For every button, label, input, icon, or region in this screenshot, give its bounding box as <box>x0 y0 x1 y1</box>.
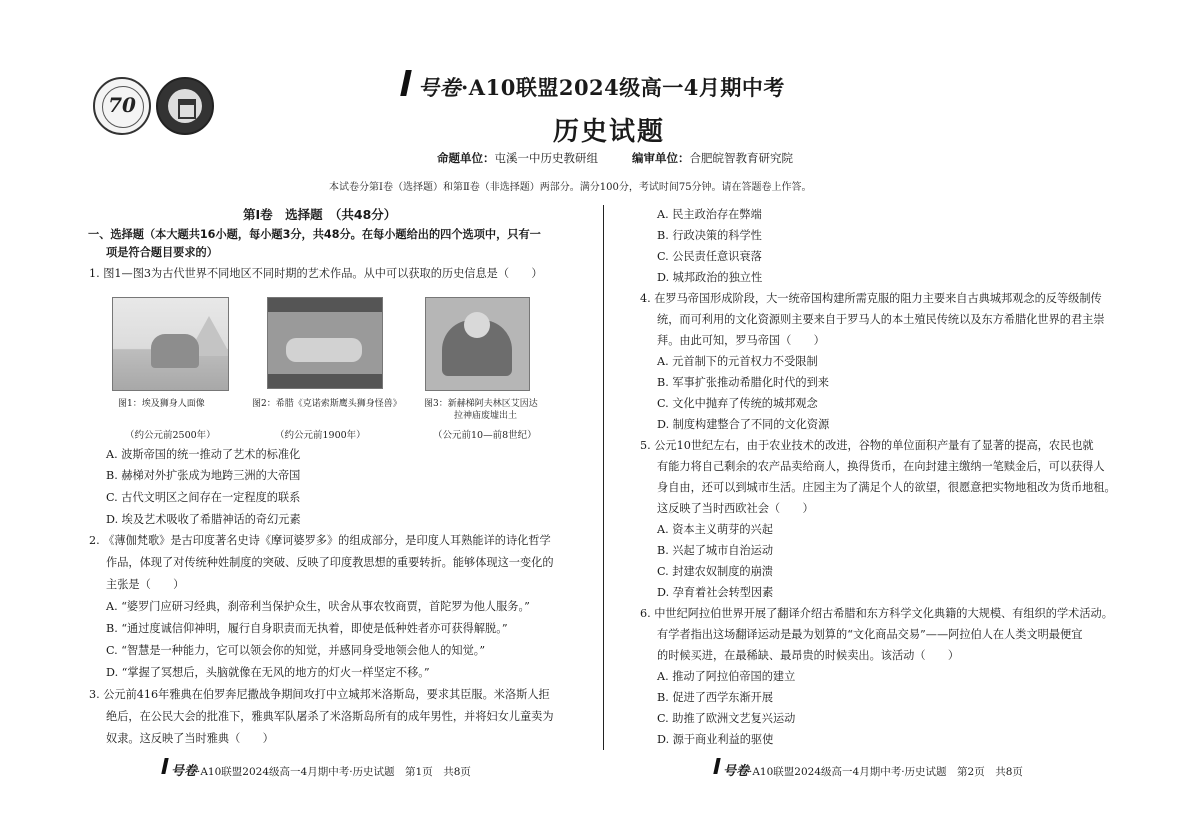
wanzhi-education-seal <box>156 77 214 135</box>
exam-title-main: ·A10联盟2024级高一4月期中考 <box>461 75 785 100</box>
fig3-date: （公元前10—前8世纪） <box>433 430 537 441</box>
q6-option-a: A. 推动了阿拉伯帝国的建立 <box>657 670 796 683</box>
seal-emblem: 70 <box>108 93 136 117</box>
q1-option-a: A. 波斯帝国的统一推动了艺术的标准化 <box>106 448 301 461</box>
q4-stem-line2: 统，而可利用的文化资源则主要来自于罗马人的本土殖民传统以及东方希腊化世界的君主崇 <box>657 313 1105 326</box>
q5-stem-line4: 这反映了当时西欧社会（ ） <box>657 502 814 515</box>
section-intro-line1: 一、选择题（本大题共16小题，每小题3分，共48分。在每小题给出的四个选项中，只有一 <box>88 228 541 241</box>
q3-option-c: C. 公民责任意识衰落 <box>657 250 762 263</box>
q5-option-b: B. 兴起了城市自治运动 <box>657 544 774 557</box>
footer-right-logo-stroke <box>713 758 720 774</box>
q1-stem: 1. 图1—图3为古代世界不同地区不同时期的艺术作品。从中可以获取的历史信息是（ ） <box>89 267 543 280</box>
footer-right <box>723 760 1023 779</box>
q2-stem-line3: 主张是（ ） <box>106 578 185 591</box>
hittite-sculpture-image <box>425 297 530 391</box>
exam-brand: 号卷 <box>418 75 461 100</box>
footer-right-text: ·A10联盟2024级高一4月期中考·历史试题 第2页 共8页 <box>749 766 1023 778</box>
q3-option-a: A. 民主政治存在弊端 <box>657 208 762 221</box>
knossos-griffin-fresco-image <box>267 297 383 389</box>
footer-left-brand: 号卷 <box>171 764 198 779</box>
q6-stem-line1: 6. 中世纪阿拉伯世界开展了翻译介绍古希腊和东方科学文化典籍的大规模、有组织的学术活动。 <box>640 607 1113 620</box>
q2-option-d: D. “掌握了冥想后，头脑就像在无风的地方的灯火一样坚定不移。” <box>106 666 430 679</box>
q4-stem-line1: 4. 在罗马帝国形成阶段，大一统帝国构建所需克服的阻力主要来自古典城邦观念的反等级制传 <box>640 292 1102 305</box>
column-divider <box>603 205 604 750</box>
fig3-caption-line1: 图3：新赫梯阿夫林区艾因达 <box>424 399 538 409</box>
footer-right-brand: 号卷 <box>723 764 750 779</box>
q2-option-a: A. “婆罗门应研习经典，刹帝利当保护众生，吠舍从事农牧商贾，首陀罗为他人服务。” <box>106 600 530 613</box>
proposer-label: 命题单位： <box>437 151 495 165</box>
q6-option-b: B. 促进了西学东渐开展 <box>657 691 774 704</box>
q6-option-c: C. 助推了欧洲文艺复兴运动 <box>657 712 796 725</box>
sphinx-image <box>112 297 229 391</box>
q1-option-d: D. 埃及艺术吸收了希腊神话的奇幻元素 <box>106 513 301 526</box>
griffin-shape <box>286 338 362 362</box>
footer-left <box>171 760 471 779</box>
brand-logo-stroke <box>400 70 412 96</box>
section-intro-line2: 项是符合题目要求的） <box>106 246 218 259</box>
reviewer-info <box>632 150 793 166</box>
q4-option-b: B. 军事扩张推动希腊化时代的到来 <box>657 376 829 389</box>
q3-stem-line2: 绝后，在公民大会的批准下，雅典军队屠杀了米洛斯岛所有的成年男性，并将妇女儿童卖为 <box>106 710 554 723</box>
q2-stem-line1: 2. 《薄伽梵歌》是古印度著名史诗《摩诃婆罗多》的组成部分，是印度人耳熟能详的诗化哲学 <box>89 534 551 547</box>
q3-stem-line1: 3. 公元前416年雅典在伯罗奔尼撒战争期间攻打中立城邦米洛斯岛，要求其臣服。米洛斯人拒 <box>89 688 550 701</box>
q3-option-d: D. 城邦政治的独立性 <box>657 271 763 284</box>
q5-option-d: D. 孕育着社会转型因素 <box>657 586 774 599</box>
q5-option-c: C. 封建农奴制度的崩溃 <box>657 565 773 578</box>
q2-option-c: C. “智慧是一种能力，它可以领会你的知觉，并感同身受地领会他人的知觉。” <box>106 644 486 657</box>
fig1-date: （约公元前2500年） <box>125 430 216 441</box>
reviewer-value: 合肥皖智教育研究院 <box>689 151 793 165</box>
fig2-caption: 图2：希腊《克诺索斯鹰头狮身怪兽》 <box>252 399 402 409</box>
seal-building-icon <box>178 99 196 119</box>
q2-option-b: B. “通过度诚信仰神明，履行自身职责而无执着，即使是低种姓者亦可获得解脱。” <box>106 622 508 635</box>
fig2-date: （约公元前1900年） <box>275 430 366 441</box>
section-title: 第Ⅰ卷 选择题 （共48分） <box>243 207 397 222</box>
q1-option-c: C. 古代文明区之间存在一定程度的联系 <box>106 491 301 504</box>
subject-title: 历史试题 <box>553 117 666 147</box>
q5-stem-line1: 5. 公元10世纪左右，由于农业技术的改进，谷物的单位面积产量有了显著的提高，农民也就 <box>640 439 1094 452</box>
footer-left-logo-stroke <box>161 758 168 774</box>
proposer-info <box>437 150 598 166</box>
q3-option-b: B. 行政决策的科学性 <box>657 229 762 242</box>
sculpture-face-shape <box>464 312 490 338</box>
fresco-bottom-band <box>268 374 382 388</box>
q4-option-c: C. 文化中抛弃了传统的城邦观念 <box>657 397 818 410</box>
q5-stem-line2: 有能力将自己剩余的农产品卖给商人，换得货币，在向封建主缴纳一笔赎金后，可以获得人 <box>657 460 1105 473</box>
footer-left-text: ·A10联盟2024级高一4月期中考·历史试题 第1页 共8页 <box>197 766 471 778</box>
exam-notice: 本试卷分第Ⅰ卷（选择题）和第Ⅱ卷（非选择题）两部分。满分100分，考试时间75分钟。请在答题卷上作答。 <box>329 182 812 193</box>
sphinx-shape <box>151 334 199 368</box>
exam-title <box>418 72 785 102</box>
proposer-value: 屯溪一中历史教研组 <box>494 151 598 165</box>
q2-stem-line2: 作品，体现了对传统种姓制度的突破、反映了印度教思想的重要转折。能够体现这一变化的 <box>106 556 554 569</box>
reviewer-label: 编审单位： <box>632 151 690 165</box>
fig1-caption: 图1：埃及狮身人面像 <box>118 399 205 409</box>
q3-stem-line3: 奴隶。这反映了当时雅典（ ） <box>106 732 274 745</box>
q4-option-a: A. 元首制下的元首权力不受限制 <box>657 355 818 368</box>
school-anniversary-seal <box>93 77 151 135</box>
fig3-caption-line2: 拉神庙废墟出土 <box>454 411 518 421</box>
fresco-top-band <box>268 298 382 312</box>
q6-stem-line2: 有学者指出这场翻译运动是最为划算的“文化商品交易”——阿拉伯人在人类文明最便宜 <box>657 628 1083 641</box>
q6-stem-line3: 的时候买进，在最稀缺、最昂贵的时候卖出。该活动（ ） <box>657 649 960 662</box>
q1-option-b: B. 赫梯对外扩张成为地跨三洲的大帝国 <box>106 469 301 482</box>
q4-stem-line3: 拜。由此可知，罗马帝国（ ） <box>657 334 825 347</box>
q4-option-d: D. 制度构建整合了不同的文化资源 <box>657 418 830 431</box>
q6-option-d: D. 源于商业利益的驱使 <box>657 733 774 746</box>
q5-stem-line3: 身自由，还可以到城市生活。庄园主为了满足个人的欲望，很愿意把实物地租改为货币地租。 <box>657 481 1116 494</box>
q5-option-a: A. 资本主义萌芽的兴起 <box>657 523 773 536</box>
